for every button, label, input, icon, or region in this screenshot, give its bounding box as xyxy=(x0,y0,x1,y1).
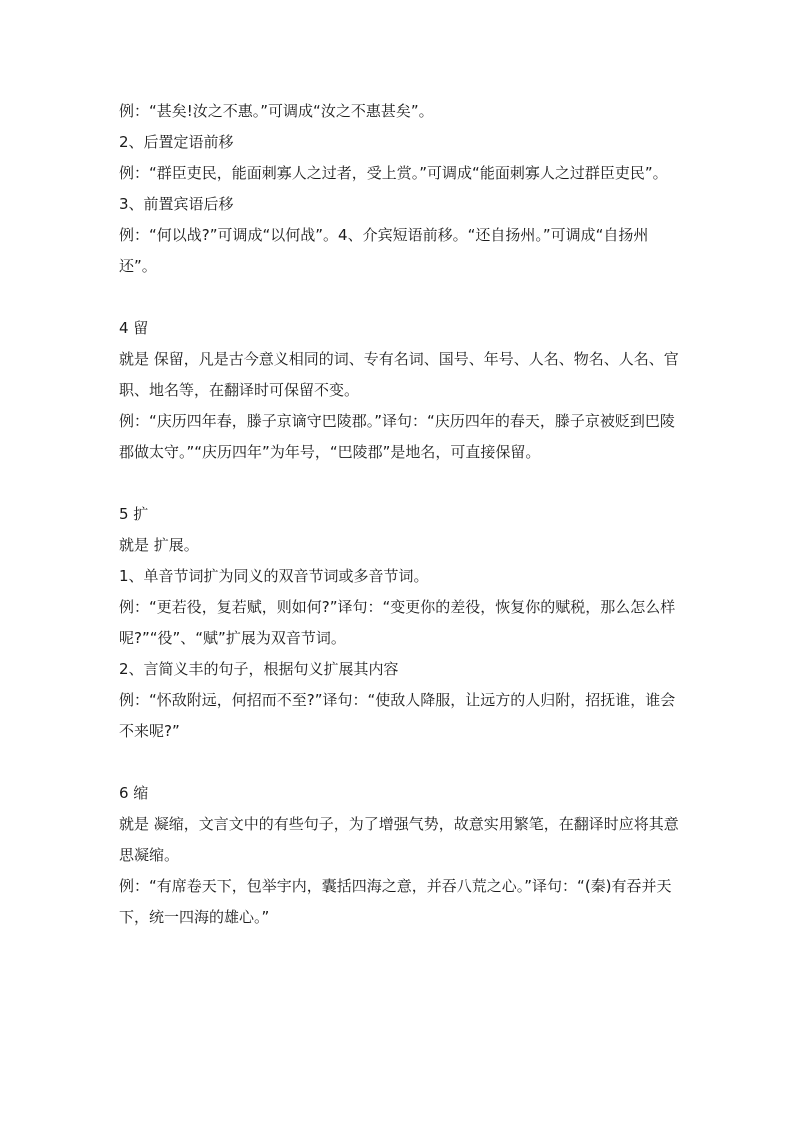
example-line: 例：“何以战?”可调成“以何战”。4、介宾短语前移。“还自扬州。”可调成“自扬州还”。 xyxy=(119,226,649,275)
section-title-5: 5 扩 xyxy=(119,505,149,523)
section-title-4: 4 留 xyxy=(119,319,149,337)
spacer xyxy=(119,282,679,313)
section-title-6: 6 缩 xyxy=(119,784,149,802)
example-line: 例：“庆历四年春，滕子京谪守巴陵郡。”译句：“庆历四年的春天，滕子京被贬到巴陵郡做太守。”“庆历四年”为年号，“巴陵郡”是地名，可直接保留。 xyxy=(119,412,675,461)
section-description: 就是 扩展。 xyxy=(119,536,199,554)
list-item-heading: 2、言简义丰的句子，根据句义扩展其内容 xyxy=(119,660,399,678)
section-description: 就是 凝缩，文言文中的有些句子，为了增强气势，故意实用繁笔，在翻译时应将其意思凝缩。 xyxy=(119,815,679,864)
section-description: 就是 保留，凡是古今意义相同的词、专有名词、国号、年号、人名、物名、人名、官职、地名等，在翻译时可保留不变。 xyxy=(119,350,679,399)
list-item-heading: 1、单音节词扩为同义的双音节词或多音节词。 xyxy=(119,567,429,585)
document-body xyxy=(119,96,679,933)
example-line: 例：“更若役，复若赋，则如何?”译句：“变更你的差役，恢复你的赋税，那么怎么样呢?”“役”、“赋”扩展为双音节词。 xyxy=(119,598,676,647)
example-line: 例：“怀敌附远，何招而不至?”译句：“使敌人降服，让远方的人归附，招抚谁，谁会不来呢?” xyxy=(119,691,676,740)
spacer xyxy=(119,468,679,499)
spacer xyxy=(119,747,679,778)
example-line: 例：“甚矣!汝之不惠。”可调成“汝之不惠甚矣”。 xyxy=(119,102,434,120)
example-line: 例：“有席卷天下，包举宇内，囊括四海之意，并吞八荒之心。”译句：“(秦)有吞并天下，统一四海的雄心。” xyxy=(119,877,672,926)
example-line: 例：“群臣吏民，能面刺寡人之过者，受上赏。”可调成“能面刺寡人之过群臣吏民”。 xyxy=(119,164,668,182)
list-item-heading: 3、前置宾语后移 xyxy=(119,195,234,213)
list-item-heading: 2、后置定语前移 xyxy=(119,133,234,151)
